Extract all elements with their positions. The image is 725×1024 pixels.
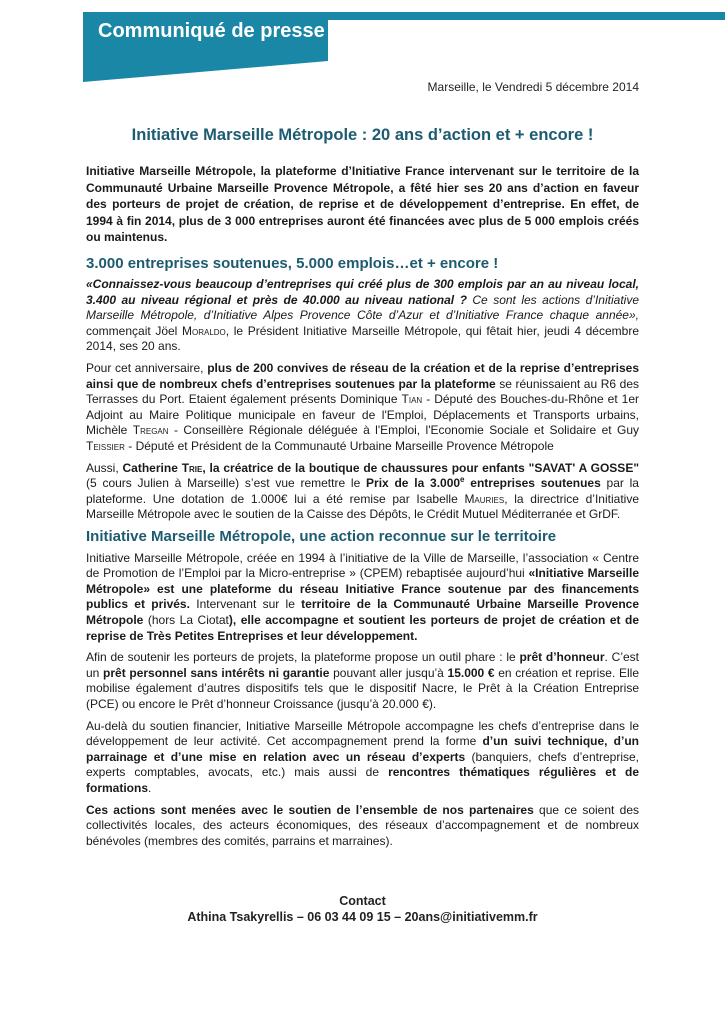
text: Afin de soutenir les porteurs de projets, la plateforme propose un outil phare : le xyxy=(86,650,520,665)
text: commençait Jöel xyxy=(86,323,182,338)
bold-text: 15.000 € xyxy=(447,665,495,680)
bold-text: entreprises soutenues xyxy=(464,476,601,491)
bold-text: , la créatrice de la boutique de chaussures pour enfants "SAVAT' A GOSSE" xyxy=(202,460,640,475)
bold-text: prêt personnel sans intérêts ni garantie xyxy=(103,665,330,680)
section2-heading: Initiative Marseille Métropole, une action reconnue sur le territoire xyxy=(86,528,557,545)
bold-text: d’un suivi technique, d’un parrainage et d’une mise en relation avec un réseau d’experts xyxy=(86,734,639,764)
contact-block xyxy=(86,893,639,925)
bold-text: ), elle accompagne et soutient les porteurs de projet de création et de reprise de Très Petites Entreprises et leur développement. xyxy=(86,612,639,643)
section2-paragraph-1 xyxy=(86,551,639,645)
date-line: Marseille, le Vendredi 5 décembre 2014 xyxy=(427,80,639,94)
person-name: Teissier xyxy=(86,439,125,454)
text: Initiative Marseille Métropole, créée en 1994 à l’initiative de la Ville de Marseille, l’association « Centre de Promotion de l’Emploi par la Micro-entreprise » (CPEM) rebaptisée aujourd’hui xyxy=(86,550,639,581)
text: . xyxy=(148,780,152,795)
person-name: Mauries xyxy=(464,491,505,506)
section1-paragraph-2 xyxy=(86,361,639,455)
bold-text: Catherine xyxy=(122,460,182,475)
section1-heading: 3.000 entreprises soutenues, 5.000 emplois…et + encore ! xyxy=(86,254,499,272)
text: Intervenant sur le xyxy=(189,597,302,612)
bold-text: rencontres thématiques régulières et de formations xyxy=(86,765,639,795)
text: (banquiers, chefs d’entreprise, experts comptables, avocats, etc.) mais aussi de xyxy=(86,749,639,780)
bold-text: territoire de la Communauté Urbaine Marseille Provence Métropole xyxy=(86,597,640,627)
section-title: Communiqué de presse xyxy=(98,20,325,42)
person-name: Tregan xyxy=(132,423,169,438)
text: (5 cours Julien à Marseille) s’est vue remettre le xyxy=(86,476,367,491)
text: Au-delà du soutien financier, Initiative Marseille Métropole accompagne les chefs d’entreprise dans le développement de leur activité. Cet accompagnement prend la forme xyxy=(86,718,639,749)
article-body xyxy=(86,163,639,855)
text: pouvant aller jusqu’à xyxy=(329,665,448,680)
person-name: Tian xyxy=(401,392,423,407)
text: . C’est un xyxy=(86,650,639,680)
lead-paragraph: Initiative Marseille Métropole, la plateforme d’Initiative France intervenant sur le territoire de la Communauté Urbaine Marseille Provence Métropole, a fêté hier ses 20 ans d’action en faveur des porteurs de projet de création, de reprise et de développement d’entreprise. En effet, de 1994 à fin 2014, plus de 3 000 entreprises auront été financées avec plus de 5 000 emplois créés ou maintenus. xyxy=(86,164,639,244)
section2-paragraph-3 xyxy=(86,719,639,797)
contact-label: Contact xyxy=(339,894,386,908)
text: - Député des Bouches-du-Rhône et 1er Adjoint au Maire Politique municipale en faveur de l'Emploi, Déplacements et Transports urbains, Michèle xyxy=(86,392,639,438)
section1-paragraph-3 xyxy=(86,461,639,523)
quote-bold: «Connaissez-vous beaucoup d’entreprises qui créé plus de 300 emplois par an au niveau local, 3.400 au niveau régional et près de 40.000 au niveau national ? xyxy=(86,277,639,307)
bold-text: plus de 200 convives de réseau de la création et de la reprise d’entreprises ainsi que de nombreux chefs d’entreprises soutenues par la plateforme xyxy=(86,361,639,391)
text: , la directrice d’Initiative Marseille Métropole avec le soutien de la Caisse des Dépôts, le Crédit Mutuel Méditerranée et GrDF. xyxy=(86,491,639,522)
quote-rest: Ce sont les actions d’Initiative Marseille Métropole, d’Initiative Alpes Provence Côte d’Azur et d’Initiative France chaque année», xyxy=(86,292,639,323)
page-title: Initiative Marseille Métropole : 20 ans d’action et + encore ! xyxy=(131,126,594,144)
bold-text: prêt d’honneur xyxy=(519,650,605,665)
text: en création et reprise. Elle mobilise également d’autres dispositifs tels que le dispositif Nacre, le Prêt à la Création Entreprise (PCE) ou encore le Prêt d’honneur Croissance (jusqu’à 20.000 €). xyxy=(86,665,639,711)
text: que ce soient des collectivités locales, des acteurs économiques, des réseaux d’accompagnement et de nombreux bénévoles (membres des comités, parrains et marraines). xyxy=(86,802,639,848)
contact-line[interactable]: Athina Tsakyrellis – 06 03 44 09 15 – 20ans@initiativemm.fr xyxy=(187,910,538,924)
section1-paragraph-1 xyxy=(86,277,639,355)
section2-paragraph-2 xyxy=(86,650,639,712)
text: se réunissaient au R6 des Terrasses du Port. Etaient également présents Dominique xyxy=(86,376,639,407)
text: Pour cet anniversaire, xyxy=(86,361,208,376)
person-name: Trie xyxy=(181,460,203,475)
bold-text: «Initiative Marseille Métropole» est une plateforme du réseau Initiative France soutenue par des financements publics et privés. xyxy=(86,566,640,612)
text: - Conseillère Régionale déléguée à l'Emploi, l'Economie Sociale et Solidaire et Guy xyxy=(168,423,639,438)
text: , le Président Initiative Marseille Métropole, qui fêtait hier, jeudi 4 décembre 2014, ses 20 ans. xyxy=(86,323,639,354)
text: (hors La Ciotat xyxy=(143,612,229,627)
text: - Député et Président de la Communauté Urbaine Marseille Provence Métropole xyxy=(124,439,554,454)
person-name: Moraldo xyxy=(181,323,226,338)
text: Aussi, xyxy=(86,460,123,475)
text: par la plateforme. Une dotation de 1.000€ lui a été remise par Isabelle xyxy=(86,476,639,506)
bold-text: Ces actions sont menées avec le soutien de l’ensemble de nos partenaires xyxy=(86,802,534,817)
bold-text: Prix de la 3.000 xyxy=(366,476,461,491)
section2-paragraph-4 xyxy=(86,803,639,850)
superscript: e xyxy=(460,475,465,485)
